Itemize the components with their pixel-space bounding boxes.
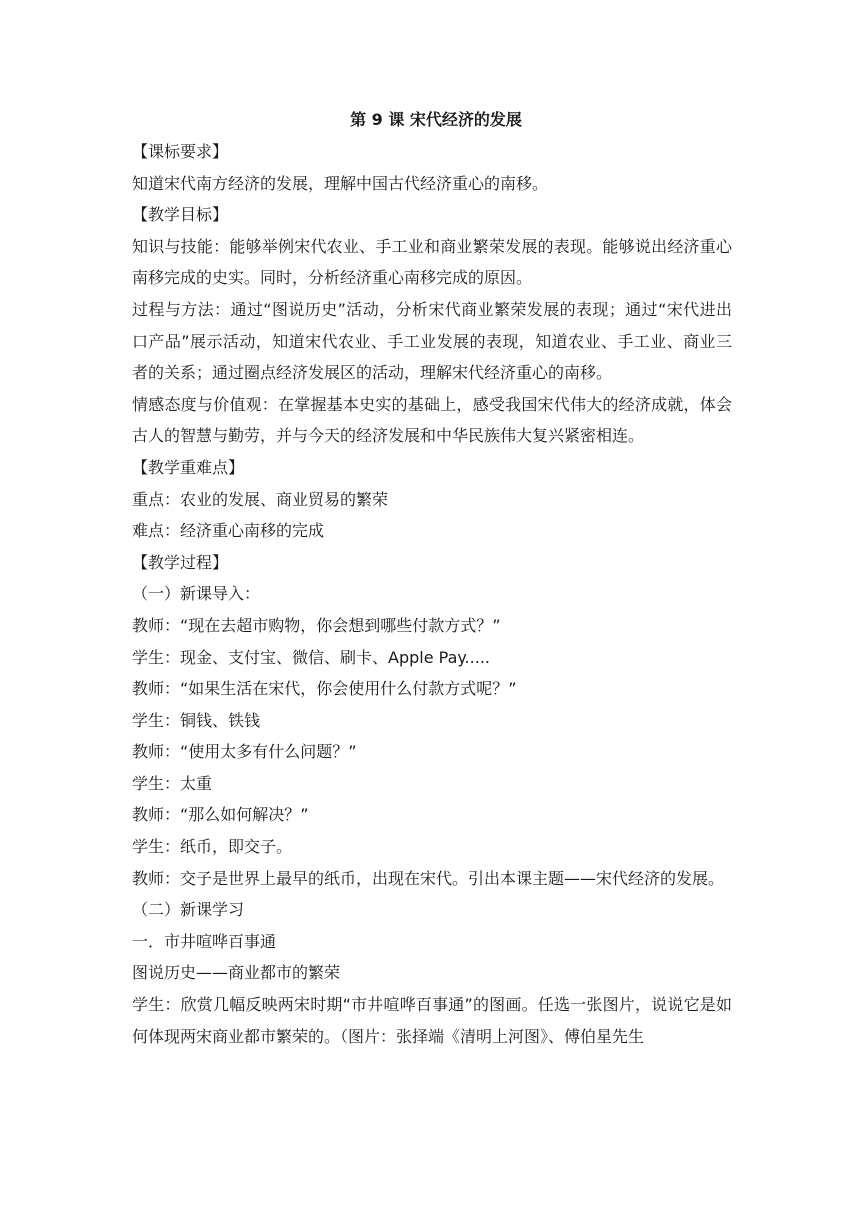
activity-heading: 图说历史——商业都市的繁荣 — [132, 963, 341, 983]
dialogue-line: 学生：铜钱、铁钱 — [132, 710, 261, 730]
heading-curriculum-requirements: 【课标要求】 — [132, 142, 229, 161]
heading-key-difficult-points: 【教学重难点】 — [132, 457, 245, 477]
paragraph-difficult-point: 难点：经济重心南移的完成 — [132, 521, 325, 541]
dialogue-line: 教师：“使用太多有什么问题？” — [132, 742, 357, 762]
heading-teaching-objectives: 【教学目标】 — [132, 205, 229, 225]
document-page — [132, 104, 732, 1052]
dialogue-line: 教师：“如果生活在宋代，你会使用什么付款方式呢？” — [132, 679, 517, 699]
section-heading-market: 一．市井喧哗百事通 — [132, 931, 277, 951]
paragraph-process-methods: 过程与方法：通过“图说历史”活动，分析宋代商业繁荣发展的表现；通过“宋代进出口产品”展示活动，知道宋代农业、手工业发展的表现，知道农业、手工业、商业三者的关系；通过圈点经济发展区的活动，理解宋代经济重心的南移。 — [132, 299, 732, 383]
heading-teaching-process: 【教学过程】 — [132, 552, 229, 572]
dialogue-line: 教师：“那么如何解决？” — [132, 805, 309, 825]
paragraph-values: 情感态度与价值观：在掌握基本史实的基础上，感受我国宋代伟大的经济成就，体会古人的智慧与勤劳，并与今天的经济发展和中华民族伟大复兴紧密相连。 — [132, 394, 732, 446]
subheading-new-lesson: （二）新课学习 — [132, 900, 245, 920]
paragraph-student-activity: 学生：欣赏几幅反映两宋时期“市井喧哗百事通”的图画。任选一张图片，说说它是如何体现两宋商业都市繁荣的。（图片：张择端《清明上河图》、傅伯星先生 — [132, 995, 732, 1046]
dialogue-line: 学生：现金、支付宝、微信、刷卡、Apple Pay..... — [132, 647, 490, 667]
paragraph-curriculum-requirements: 知道宋代南方经济的发展，理解中国古代经济重心的南移。 — [132, 173, 549, 193]
lesson-title: 第 9 课 宋代经济的发展 — [350, 110, 522, 129]
subheading-introduction: （一）新课导入： — [132, 584, 261, 604]
dialogue-line: 学生：太重 — [132, 773, 213, 793]
paragraph-knowledge-skills: 知识与技能：能够举例宋代农业、手工业和商业繁荣发展的表现。能够说出经济重心南移完成的史实。同时，分析经济重心南移完成的原因。 — [132, 236, 732, 288]
dialogue-line: 教师：“现在去超市购物，你会想到哪些付款方式？” — [132, 615, 501, 635]
dialogue-line: 学生：纸币，即交子。 — [132, 837, 293, 857]
dialogue-line: 教师：交子是世界上最早的纸币，出现在宋代。引出本课主题——宋代经济的发展。 — [132, 868, 725, 888]
paragraph-key-point: 重点：农业的发展、商业贸易的繁荣 — [132, 489, 389, 509]
